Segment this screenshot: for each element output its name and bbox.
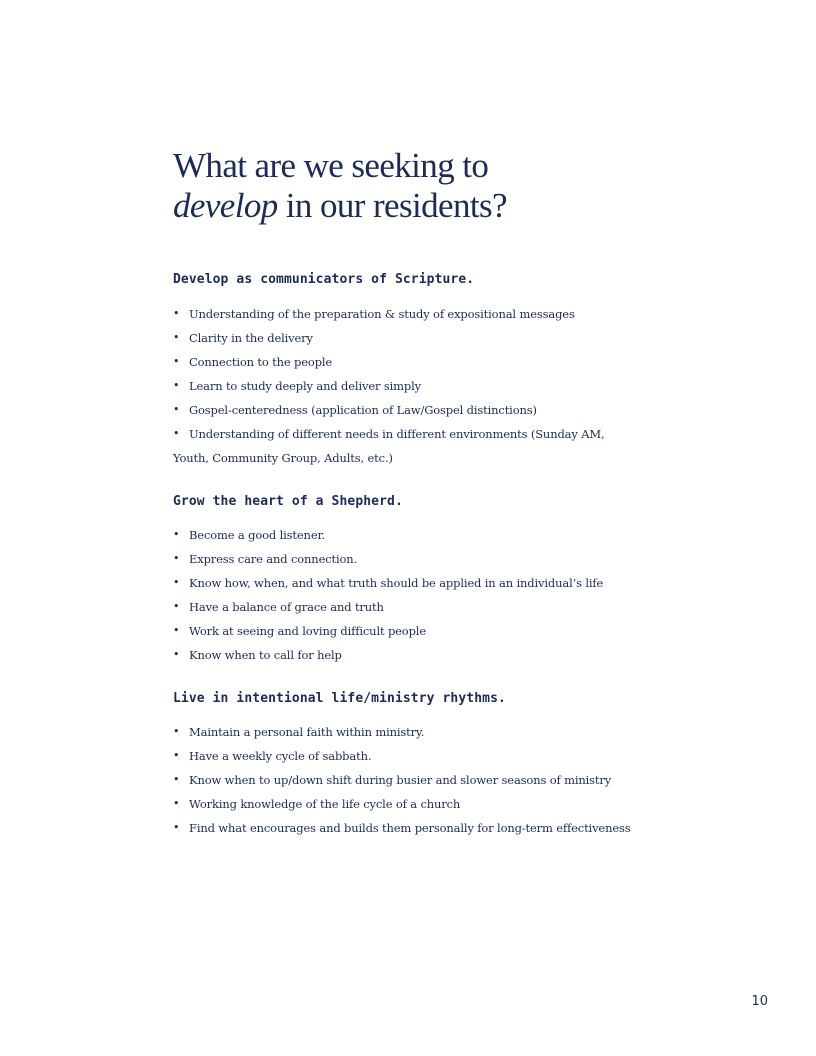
bullet-list — [173, 523, 643, 667]
list-item — [173, 744, 643, 768]
list-item — [173, 792, 643, 816]
list-item-text: Learn to study deeply and deliver simply — [189, 379, 421, 393]
list-item — [173, 595, 643, 619]
section-communicators — [173, 272, 643, 470]
section-shepherd — [173, 494, 643, 667]
bullet-icon: • — [173, 600, 180, 613]
bullet-icon: • — [173, 307, 180, 320]
list-item — [173, 350, 643, 374]
bullet-icon: • — [173, 576, 180, 589]
list-item-text: Have a balance of grace and truth — [189, 600, 384, 614]
list-item — [173, 422, 643, 470]
list-item — [173, 326, 643, 350]
list-item-text: Maintain a personal faith within ministry. — [189, 725, 425, 739]
bullet-icon: • — [173, 355, 180, 368]
bullet-icon: • — [173, 648, 180, 661]
list-item — [173, 374, 643, 398]
bullet-icon: • — [173, 379, 180, 392]
list-item-text: Connection to the people — [189, 355, 333, 369]
bullet-icon: • — [173, 552, 180, 565]
list-item-text: Know when to up/down shift during busier and slower seasons of ministry — [189, 773, 612, 787]
list-item-text: Work at seeing and loving difficult people — [189, 624, 426, 638]
page-title — [173, 146, 507, 226]
list-item-text: Clarity in the delivery — [189, 331, 313, 345]
list-item-text: Understanding of the preparation & study of expositional messages — [189, 307, 575, 321]
list-item — [173, 720, 643, 744]
list-item-text: Have a weekly cycle of sabbath. — [189, 749, 372, 763]
list-item-text: Know when to call for help — [189, 648, 342, 662]
bullet-icon: • — [173, 725, 180, 738]
list-item-text: Gospel-centeredness (application of Law/Gospel distinctions) — [189, 403, 537, 417]
bullet-list — [173, 302, 643, 470]
bullet-icon: • — [173, 403, 180, 416]
section-heading: Develop as communicators of Scripture. — [173, 272, 475, 287]
list-item — [173, 523, 643, 547]
page-title-emphasis: develop — [173, 186, 278, 225]
list-item — [173, 816, 643, 840]
list-item — [173, 768, 643, 792]
bullet-icon: • — [173, 427, 180, 440]
list-item-text: Express care and connection. — [189, 552, 358, 566]
page-number: 10 — [751, 994, 768, 1009]
bullet-icon: • — [173, 797, 180, 810]
bullet-icon: • — [173, 331, 180, 344]
list-item-text: Understanding of different needs in different environments (Sunday AM, Youth, Community Group, Adults, etc.) — [173, 427, 605, 465]
list-item — [173, 398, 643, 422]
list-item — [173, 643, 643, 667]
bullet-icon: • — [173, 773, 180, 786]
list-item-text: Find what encourages and builds them personally for long-term effectiveness — [189, 821, 631, 835]
section-heading: Grow the heart of a Shepherd. — [173, 494, 403, 509]
page-title-line-2-rest: in our residents? — [277, 186, 507, 225]
list-item-text: Know how, when, and what truth should be applied in an individual’s life — [189, 576, 604, 590]
bullet-icon: • — [173, 749, 180, 762]
list-item — [173, 571, 643, 595]
bullet-icon: • — [173, 624, 180, 637]
list-item — [173, 619, 643, 643]
page-title-line-1: What are we seeking to — [173, 146, 489, 185]
section-heading: Live in intentional life/ministry rhythms. — [173, 691, 506, 706]
bullet-icon: • — [173, 821, 180, 834]
list-item-text: Become a good listener. — [189, 528, 326, 542]
bullet-list — [173, 720, 643, 840]
section-rhythms — [173, 691, 643, 840]
page-title-line-2 — [173, 186, 507, 226]
list-item — [173, 302, 643, 326]
bullet-icon: • — [173, 528, 180, 541]
list-item-text: Working knowledge of the life cycle of a church — [189, 797, 461, 811]
list-item — [173, 547, 643, 571]
